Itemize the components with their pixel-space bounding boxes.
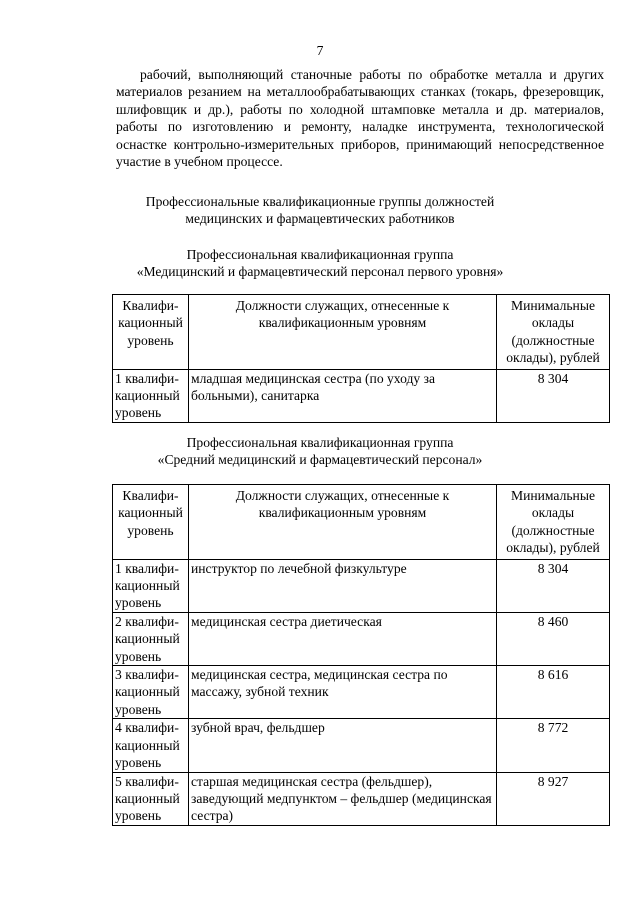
header-salary: Минимальные оклады (должностные оклады), рублей: [497, 485, 610, 560]
section-title: [0, 193, 640, 228]
header-positions: Должности служащих, отнесенные к квалификационным уровням: [189, 295, 497, 370]
table-row: [113, 666, 610, 719]
level-cell: 1 квалифи-кационный уровень: [113, 559, 189, 612]
salary-cell: 8 616: [497, 666, 610, 719]
header-positions: Должности служащих, отнесенные к квалификационным уровням: [189, 485, 497, 560]
level-cell: 4 квалифи-кационный уровень: [113, 719, 189, 772]
positions-cell: старшая медицинская сестра (фельдшер), заведующий медпунктом – фельдшер (медицинская сестра): [189, 772, 497, 825]
positions-cell: инструктор по лечебной физкультуре: [189, 559, 497, 612]
group1-title-line1: Профессиональная квалификационная группа: [186, 247, 454, 262]
group1-table: [112, 294, 610, 423]
header-level: Квалифи-кационный уровень: [113, 485, 189, 560]
group2-title-line2: «Средний медицинский и фармацевтический персонал»: [157, 452, 483, 468]
salary-cell: 8 772: [497, 719, 610, 772]
salary-cell: 8 460: [497, 612, 610, 665]
section-title-line1: Профессиональные квалификационные группы должностей: [145, 194, 495, 209]
table-header-row: [113, 485, 610, 560]
table-row: [113, 772, 610, 825]
header-salary: Минимальные оклады (должностные оклады), рублей: [497, 295, 610, 370]
salary-cell: 8 304: [497, 369, 610, 422]
page-number: 7: [316, 43, 324, 58]
group1-title-line2: «Медицинский и фармацевтический персонал первого уровня»: [136, 264, 504, 280]
positions-cell: зубной врач, фельдшер: [189, 719, 497, 772]
table-row: [113, 559, 610, 612]
positions-cell: младшая медицинская сестра (по уходу за больными), санитарка: [189, 369, 497, 422]
group2-title-line1: Профессиональная квалификационная группа: [186, 435, 454, 450]
intro-paragraph: рабочий, выполняющий станочные работы по обработке металла и других материалов резанием на металлообрабатывающих станках (токарь, фрезеровщик, шлифовщик и др.), работы по холодной штамповке металла и др. материалов, работы по изготовлению и ремонту, наладке инструмента, технологической оснастке контрольно-измерительных приборов, принимающий непосредственное участие в учебном процессе.: [116, 67, 604, 170]
salary-cell: 8 927: [497, 772, 610, 825]
table-row: [113, 612, 610, 665]
positions-cell: медицинская сестра, медицинская сестра по массажу, зубной техник: [189, 666, 497, 719]
group2-table: [112, 484, 610, 826]
level-cell: 1 квалифи-кационный уровень: [113, 369, 189, 422]
section-title-line2: медицинских и фармацевтических работников: [185, 211, 455, 227]
level-cell: 2 квалифи-кационный уровень: [113, 612, 189, 665]
group1-title: [0, 246, 640, 281]
group2-title: [0, 434, 640, 469]
level-cell: 3 квалифи-кационный уровень: [113, 666, 189, 719]
positions-cell: медицинская сестра диетическая: [189, 612, 497, 665]
header-level: Квалифи-кационный уровень: [113, 295, 189, 370]
table-row: [113, 369, 610, 422]
level-cell: 5 квалифи-кационный уровень: [113, 772, 189, 825]
table-header-row: [113, 295, 610, 370]
table-row: [113, 719, 610, 772]
salary-cell: 8 304: [497, 559, 610, 612]
